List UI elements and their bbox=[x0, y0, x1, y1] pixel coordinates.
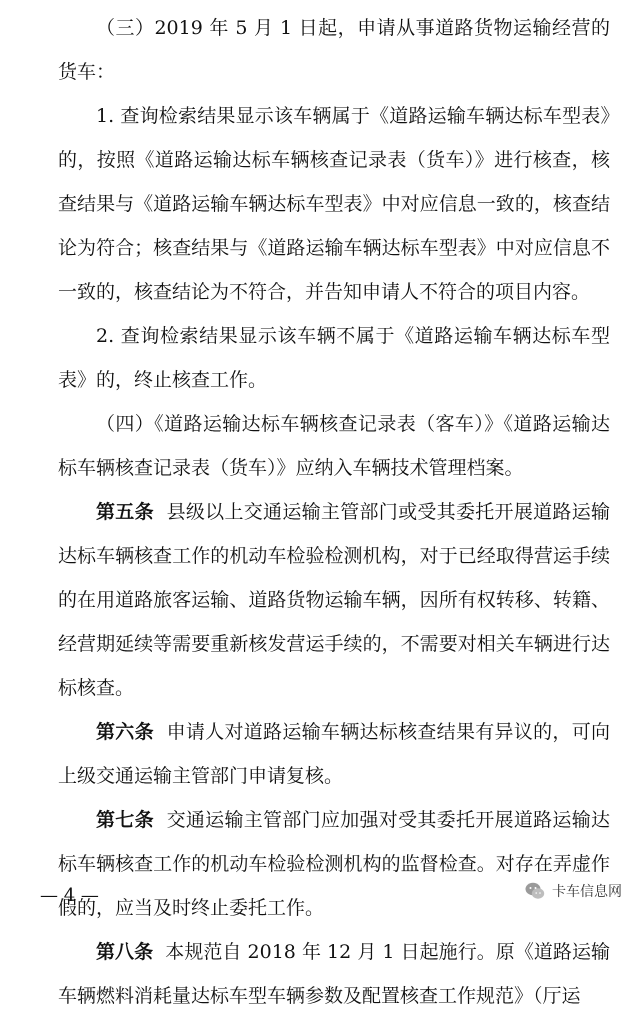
page-number: — 4 — bbox=[40, 885, 99, 906]
article-6 bbox=[58, 710, 610, 798]
wechat-icon bbox=[524, 880, 546, 902]
article-heading: 第八条 bbox=[96, 941, 154, 963]
article-text: 申请人对道路运输车辆达标核查结果有异议的，可向上级交通运输主管部门申请复核。 bbox=[58, 721, 610, 787]
article-5 bbox=[58, 490, 610, 710]
article-7 bbox=[58, 798, 610, 930]
paragraph-3 bbox=[58, 6, 610, 94]
article-heading: 第六条 bbox=[96, 721, 154, 743]
document-body bbox=[58, 6, 610, 1018]
paragraph-text: （四）《道路运输达标车辆核查记录表（客车）》《道路运输达标车辆核查记录表（货车）》应纳入车辆技术管理档案。 bbox=[58, 413, 610, 479]
article-text: 本规范自 2018 年 12 月 1 日起施行。原《道路运输车辆燃料消耗量达标车型车辆参数及配置核查工作规范》（厅运 bbox=[58, 941, 610, 1007]
paragraph-text: 2. 查询检索结果显示该车辆不属于《道路运输车辆达标车型表》的，终止核查工作。 bbox=[58, 325, 610, 391]
paragraph-item-1 bbox=[58, 94, 610, 314]
article-text: 交通运输主管部门应加强对受其委托开展道路运输达标车辆核查工作的机动车检验检测机构的监督检查。对存在弄虚作假的，应当及时终止委托工作。 bbox=[58, 809, 610, 919]
article-text: 县级以上交通运输主管部门或受其委托开展道路运输达标车辆核查工作的机动车检验检测机构，对于已经取得营运手续的在用道路旅客运输、道路货物运输车辆，因所有权转移、转籍、经营期延续等需要重新核发营运手续的，不需要对相关车辆进行达标核查。 bbox=[58, 501, 610, 699]
watermark-label: 卡车信息网 bbox=[552, 884, 622, 900]
paragraph-4 bbox=[58, 402, 610, 490]
article-heading: 第五条 bbox=[96, 501, 154, 523]
article-8 bbox=[58, 930, 610, 1018]
paragraph-text: 1. 查询检索结果显示该车辆属于《道路运输车辆达标车型表》的，按照《道路运输达标车辆核查记录表（货车）》进行核查，核查结果与《道路运输车辆达标车型表》中对应信息一致的，核查结论为符合；核查结果与《道路运输车辆达标车型表》中对应信息不一致的，核查结论为不符合，并告知申请人不符合的项目内容。 bbox=[58, 105, 610, 303]
watermark bbox=[518, 878, 628, 904]
paragraph-item-2 bbox=[58, 314, 610, 402]
article-heading: 第七条 bbox=[96, 809, 154, 831]
paragraph-text: （三）2019 年 5 月 1 日起，申请从事道路货物运输经营的货车： bbox=[58, 17, 610, 83]
